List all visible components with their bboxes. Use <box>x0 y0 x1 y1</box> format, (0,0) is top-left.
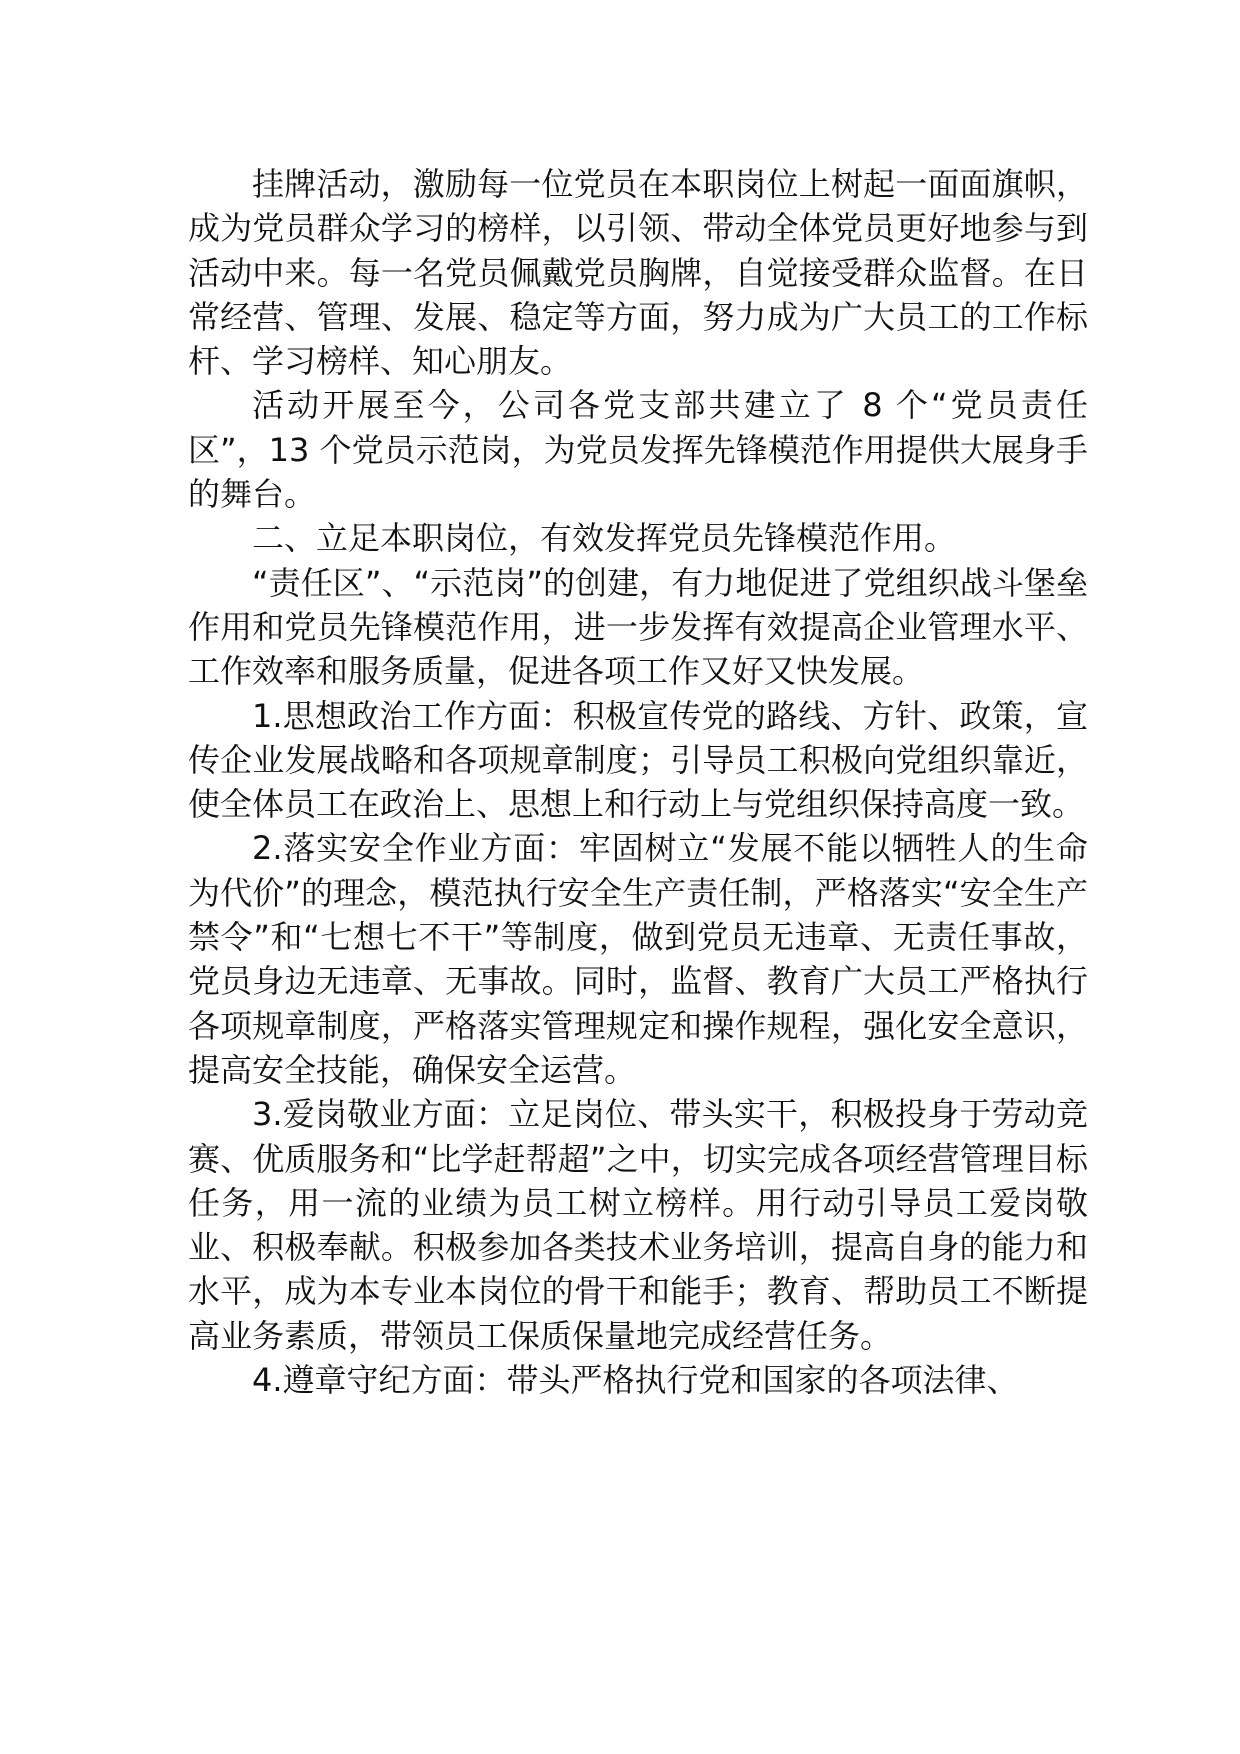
paragraph-item-4-discipline: 4.遵章守纪方面：带头严格执行党和国家的各项法律、 <box>252 1361 1019 1400</box>
paragraph-item-3-dedication: 3.爱岗敬业方面：立足岗位、带头实干，积极投身于劳动竞赛、优质服务和“比学赶帮超”之中，切实完成各项经营管理目标任务，用一流的业绩为员工树立榜样。用行动引导员工爱岗敬业、积极奉献。积极参加各类技术业务培训，提高自身的能力和水平，成为本专业本岗位的骨干和能手；教育、帮助员工不断提高业务素质，带领员工保质保量地完成经营任务。 <box>188 1095 1088 1355</box>
section-heading-two: 二、立足本职岗位，有效发挥党员先锋模范作用。 <box>252 519 957 558</box>
document-body <box>188 162 1088 1402</box>
paragraph-item-1-political-work: 1.思想政治工作方面：积极宣传党的路线、方针、政策，宣传企业发展战略和各项规章制度；引导员工积极向党组织靠近，使全体员工在政治上、思想上和行动上与党组织保持高度一致。 <box>188 696 1088 824</box>
paragraph-activity-results: 活动开展至今，公司各党支部共建立了 8 个“党员责任区”，13 个党员示范岗，为党员发挥先锋模范作用提供大展身手的舞台。 <box>188 386 1088 514</box>
paragraph-item-2-safety: 2.落实安全作业方面：牢固树立“发展不能以牺牲人的生命为代价”的理念，模范执行安全生产责任制，严格落实“安全生产禁令”和“七想七不干”等制度，做到党员无违章、无责任事故，党员身边无违章、无事故。同时，监督、教育广大员工严格执行各项规章制度，严格落实管理规定和操作规程，强化安全意识，提高安全技能，确保安全运营。 <box>188 829 1088 1089</box>
paragraph-signage-activity: 挂牌活动，激励每一位党员在本职岗位上树起一面面旗帜，成为党员群众学习的榜样，以引领、带动全体党员更好地参与到活动中来。每一名党员佩戴党员胸牌，自觉接受群众监督。在日常经营、管理、发展、稳定等方面，努力成为广大员工的工作标杆、学习榜样、知心朋友。 <box>188 165 1088 381</box>
paragraph-responsibility-zone: “责任区”、“示范岗”的创建，有力地促进了党组织战斗堡垒作用和党员先锋模范作用，进一步发挥有效提高企业管理水平、工作效率和服务质量，促进各项工作又好又快发展。 <box>188 563 1088 691</box>
